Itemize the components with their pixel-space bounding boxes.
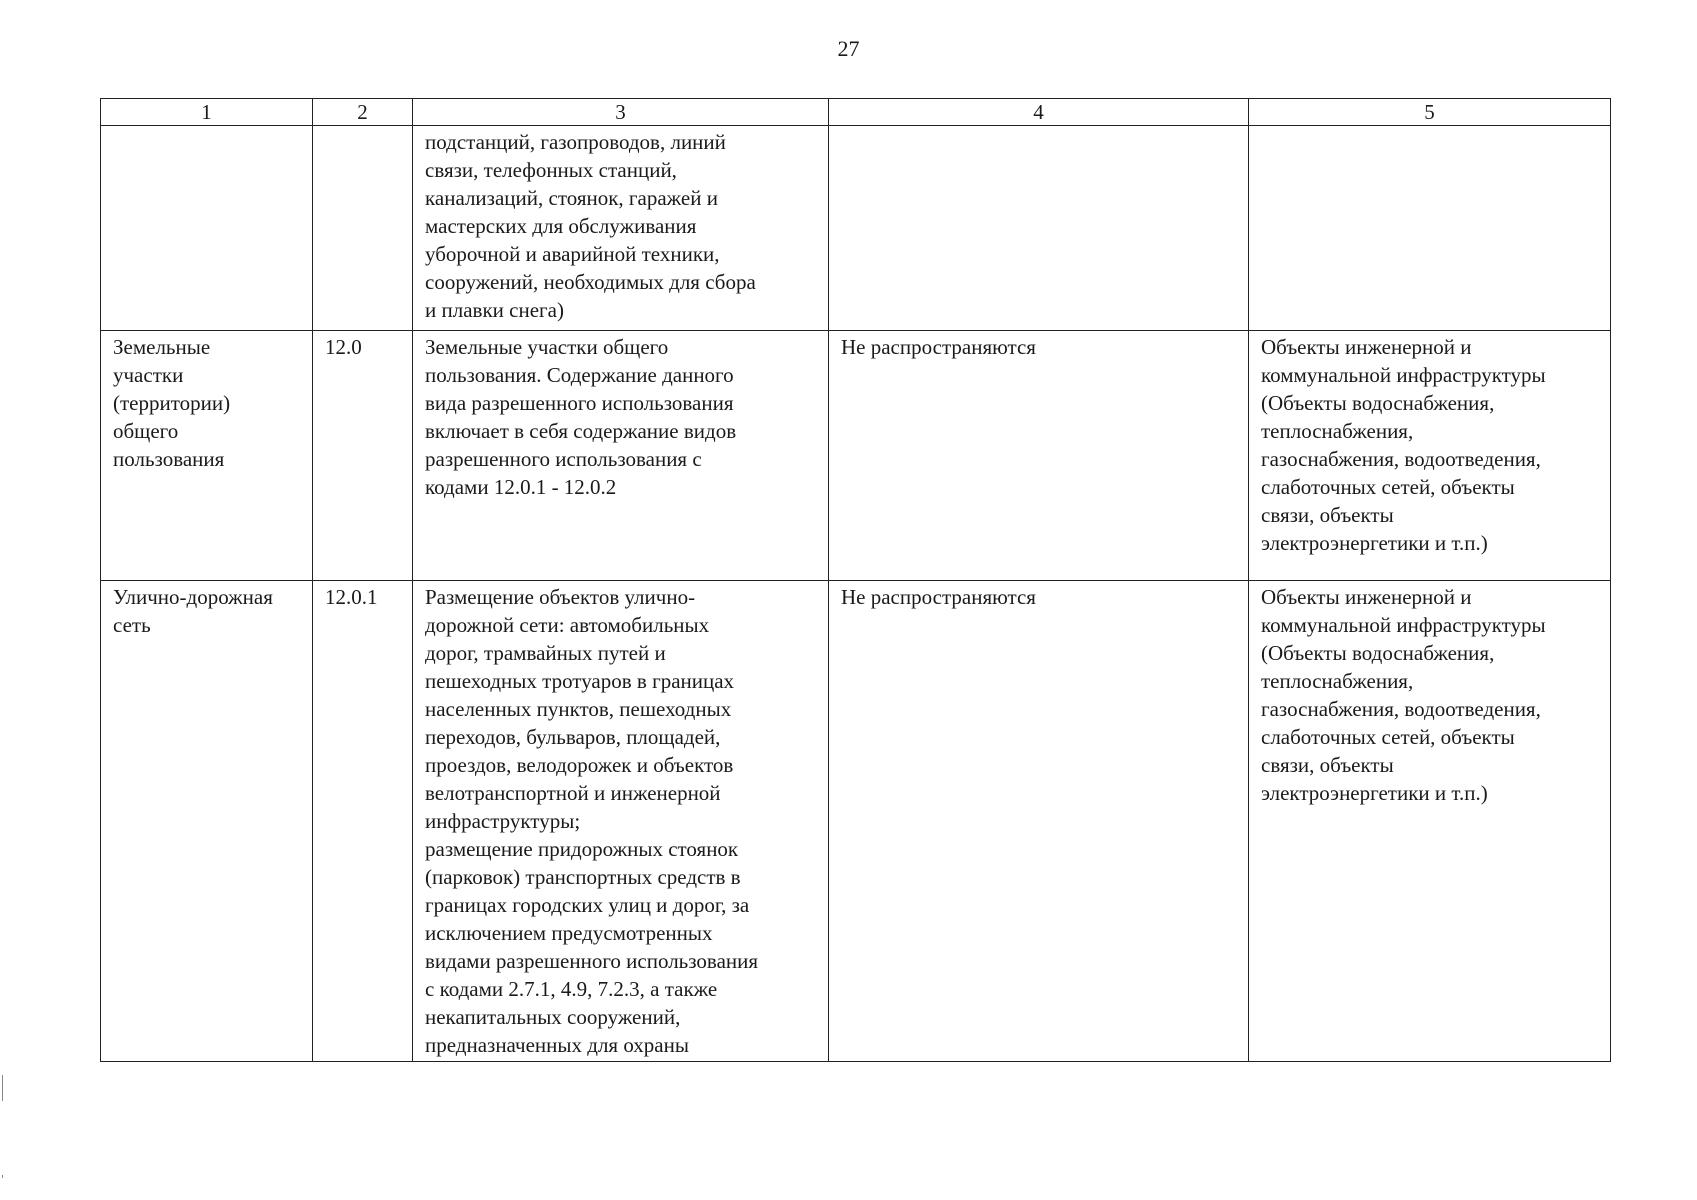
table-row bbox=[101, 126, 1611, 331]
cell-col4: Не распространяются bbox=[829, 331, 1249, 581]
page-number: 27 bbox=[837, 36, 860, 61]
header-col-4: 4 bbox=[829, 99, 1249, 126]
cell-code bbox=[313, 126, 413, 331]
header-col-3: 3 bbox=[413, 99, 829, 126]
cell-name: Улично-дорожная сеть bbox=[101, 581, 313, 1062]
cell-name: Земельные участки (территории) общего пользования bbox=[101, 331, 313, 581]
table-row bbox=[101, 581, 1611, 1062]
cell-code: 12.0.1 bbox=[313, 581, 413, 1062]
cell-description: Размещение объектов улично- дорожной сети: автомобильных дорог, трамвайных путей и пешеходных тротуаров в границах населенных пунктов, пешеходных переходов, бульваров, площадей, проездов, велодорожек и объектов велотранспортной и инженерной инфраструктуры; размещение придорожных стоянок (парковок) транспортных средств в границах городских улиц и дорог, за исключением предусмотренных видами разрешенного использования с кодами 2.7.1, 4.9, 7.2.3, а также некапитальных сооружений, предназначенных для охраны bbox=[413, 581, 829, 1062]
cell-col5 bbox=[1249, 126, 1611, 331]
header-col-2: 2 bbox=[313, 99, 413, 126]
cell-col4 bbox=[829, 126, 1249, 331]
header-col-5: 5 bbox=[1249, 99, 1611, 126]
cell-name bbox=[101, 126, 313, 331]
header-col-1: 1 bbox=[101, 99, 313, 126]
cell-col5: Объекты инженерной и коммунальной инфраструктуры (Объекты водоснабжения, теплоснабжения, газоснабжения, водоотведения, слаботочных сетей, объекты связи, объекты электроэнергетики и т.п.) bbox=[1249, 331, 1611, 581]
cell-description: подстанций, газопроводов, линий связи, телефонных станций, канализаций, стоянок, гаражей и мастерских для обслуживания уборочной и аварийной техники, сооружений, необходимых для сбора и плавки снега) bbox=[413, 126, 829, 331]
header-row bbox=[101, 99, 1611, 126]
cell-col4: Не распространяются bbox=[829, 581, 1249, 1062]
cell-code: 12.0 bbox=[313, 331, 413, 581]
cell-description: Земельные участки общего пользования. Содержание данного вида разрешенного использования включает в себя содержание видов разрешенного использования с кодами 12.0.1 - 12.0.2 bbox=[413, 331, 829, 581]
scan-edge-mark bbox=[2, 1175, 9, 1178]
table-row bbox=[101, 331, 1611, 581]
scan-edge-mark bbox=[2, 1075, 9, 1101]
land-use-table bbox=[100, 98, 1611, 1062]
cell-col5: Объекты инженерной и коммунальной инфраструктуры (Объекты водоснабжения, теплоснабжения, газоснабжения, водоотведения, слаботочных сетей, объекты связи, объекты электроэнергетики и т.п.) bbox=[1249, 581, 1611, 1062]
